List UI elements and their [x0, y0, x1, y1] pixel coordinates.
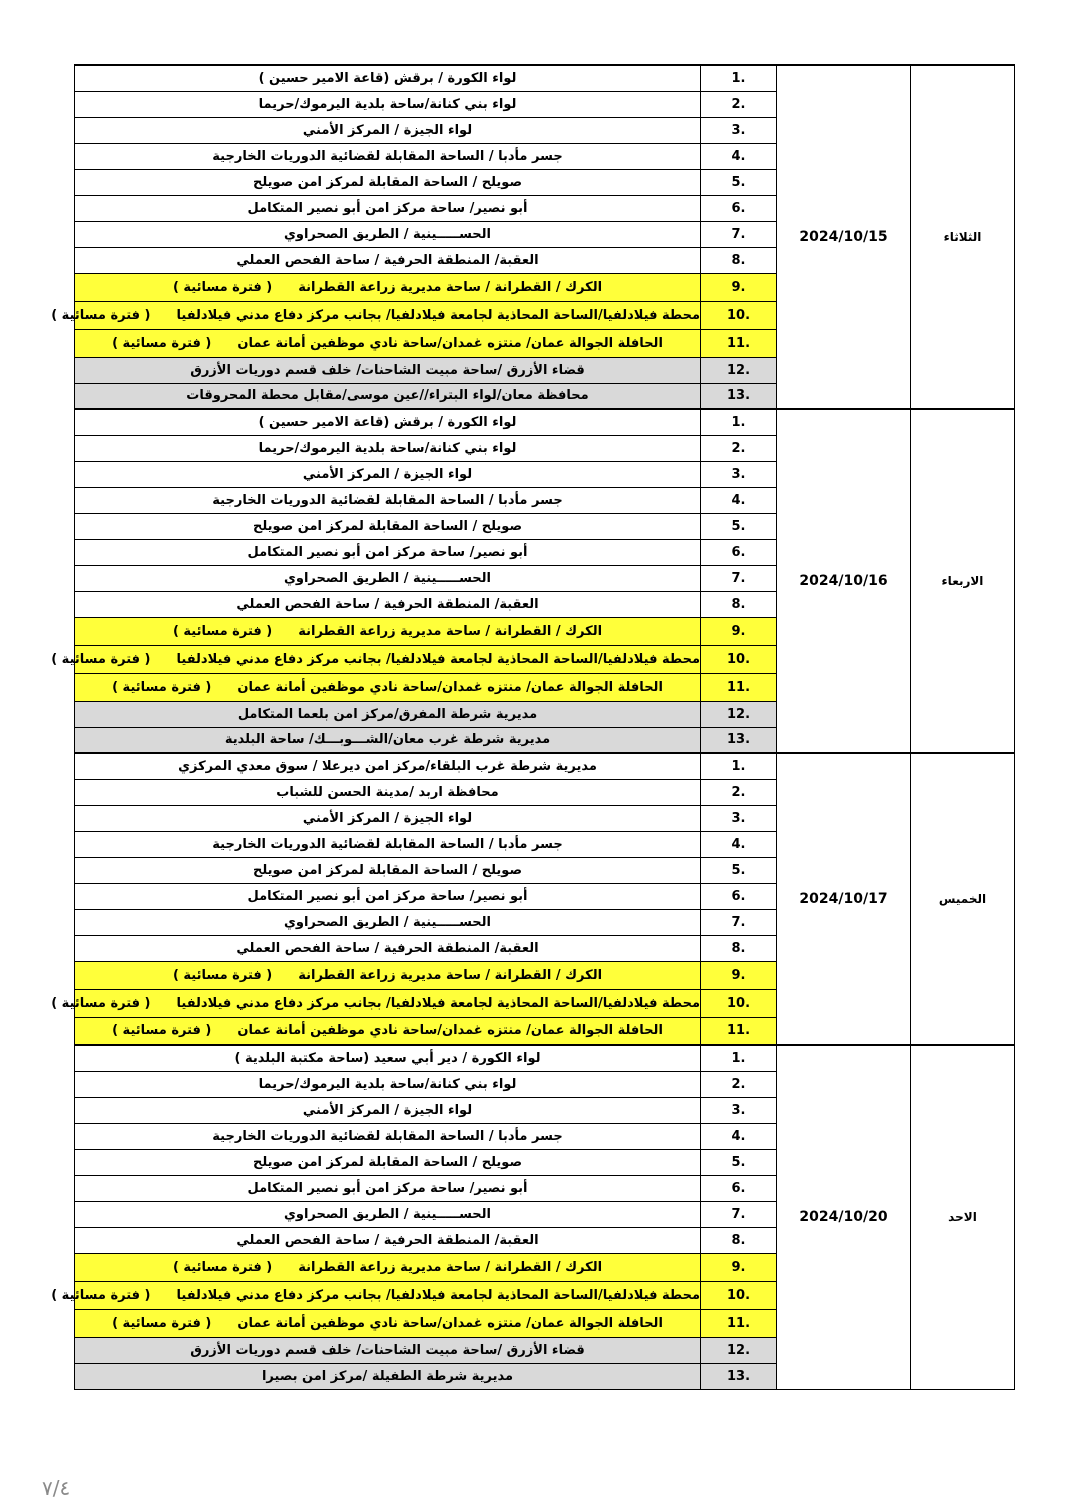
row-number: 10. [701, 989, 777, 1017]
location-text: العقبة/ المنطقة الحرفية / ساحة الفحص العملي [236, 596, 539, 612]
day-cell: الاربعاء [911, 409, 1015, 753]
location-text: العقبة/ المنطقة الحرفية / ساحة الفحص العملي [236, 1232, 539, 1248]
schedule-row [75, 65, 1015, 91]
evening-shift-label: ( فترة مسائية ) [51, 995, 151, 1011]
location-text: الحافلة الجوالة عمان/ منتزه غمدان/ساحة نادي موظفين أمانة عمان [237, 1023, 663, 1039]
row-number: 12. [701, 1337, 777, 1363]
location-text: أبو نصير/ ساحة مركز امن أبو نصير المتكامل [247, 200, 528, 216]
row-number: 10. [701, 301, 777, 329]
location-cell [75, 329, 701, 357]
location-cell [75, 435, 701, 461]
location-text: أبو نصير/ ساحة مركز امن أبو نصير المتكامل [247, 1180, 528, 1196]
location-text: الحافلة الجوالة عمان/ منتزه غمدان/ساحة نادي موظفين أمانة عمان [237, 335, 663, 351]
location-cell [75, 513, 701, 539]
location-text: الحســـــينية / الطريق الصحراوي [283, 1206, 492, 1222]
row-number: 11. [701, 1017, 777, 1045]
location-text: العقبة/ المنطقة الحرفية / ساحة الفحص العملي [236, 252, 539, 268]
location-text: الكرك / القطرانة / ساحة مديرية زراعة القطرانة [298, 967, 603, 983]
location-text: محافظة اربد /مدينة الحسن للشباب [276, 784, 499, 800]
location-text: الحســـــينية / الطريق الصحراوي [283, 570, 492, 586]
row-number: 9. [701, 617, 777, 645]
date-cell: 2024/10/17 [777, 753, 911, 1045]
location-cell [75, 831, 701, 857]
row-number: 8. [701, 1227, 777, 1253]
location-cell [75, 487, 701, 513]
location-cell [75, 1253, 701, 1281]
location-cell [51, 301, 701, 329]
row-number: 5. [701, 857, 777, 883]
row-number: 12. [701, 357, 777, 383]
location-cell [75, 1309, 701, 1337]
location-text: أبو نصير/ ساحة مركز امن أبو نصير المتكامل [247, 888, 528, 904]
location-text: جسر مأدبا / الساحة المقابلة لقضائية الدوريات الخارجية [212, 836, 563, 852]
location-text: جسر مأدبا / الساحة المقابلة لقضائية الدوريات الخارجية [212, 492, 563, 508]
row-number: 1. [701, 753, 777, 779]
location-cell [75, 169, 701, 195]
location-cell [75, 143, 701, 169]
evening-shift-label: ( فترة مسائية ) [51, 307, 151, 323]
location-cell [75, 753, 701, 779]
row-number: 5. [701, 1149, 777, 1175]
location-cell [75, 357, 701, 383]
row-number: 8. [701, 935, 777, 961]
location-text: لواء الكورة / برقش (قاعة الامير حسين ) [258, 414, 517, 430]
row-number: 8. [701, 247, 777, 273]
location-text: مديرية شرطة الطفيلة /مركز امن بصيرا [261, 1368, 514, 1384]
location-text: الحســـــينية / الطريق الصحراوي [283, 914, 492, 930]
location-cell [75, 909, 701, 935]
evening-shift-label: ( فترة مسائية ) [51, 651, 151, 667]
schedule-body [51, 65, 1015, 1389]
location-cell [75, 1071, 701, 1097]
page-number: ٧/٤ [42, 1476, 71, 1500]
row-number: 11. [701, 329, 777, 357]
location-text: صويلح / الساحة المقابلة لمركز امن صويلح [252, 1154, 523, 1170]
location-cell [75, 1017, 701, 1045]
row-number: 11. [701, 1309, 777, 1337]
location-cell [75, 65, 701, 91]
location-text: قضاء الأزرق /ساحة مبيت الشاحنات/ خلف قسم دوريات الأزرق [190, 362, 585, 378]
location-text: قضاء الأزرق /ساحة مبيت الشاحنات/ خلف قسم دوريات الأزرق [190, 1342, 585, 1358]
day-cell: الاحد [911, 1045, 1015, 1389]
location-text: جسر مأدبا / الساحة المقابلة لقضائية الدوريات الخارجية [212, 148, 563, 164]
row-number: 8. [701, 591, 777, 617]
date-cell: 2024/10/20 [777, 1045, 911, 1389]
location-text: صويلح / الساحة المقابلة لمركز امن صويلح [252, 862, 523, 878]
location-text: لواء الجيزة / المركز الأمني [302, 122, 473, 138]
row-number: 3. [701, 1097, 777, 1123]
location-cell [75, 273, 701, 301]
location-cell [51, 645, 701, 673]
row-number: 7. [701, 1201, 777, 1227]
location-cell [75, 935, 701, 961]
location-cell [75, 383, 701, 409]
location-text: صويلح / الساحة المقابلة لمركز امن صويلح [252, 518, 523, 534]
evening-shift-label: ( فترة مسائية ) [112, 679, 212, 695]
evening-shift-label: ( فترة مسائية ) [112, 335, 212, 351]
row-number: 3. [701, 805, 777, 831]
schedule-table [51, 64, 1015, 1390]
row-number: 12. [701, 701, 777, 727]
day-cell: الخميس [911, 753, 1015, 1045]
location-cell [75, 961, 701, 989]
location-text: الحافلة الجوالة عمان/ منتزه غمدان/ساحة نادي موظفين أمانة عمان [237, 679, 663, 695]
location-text: لواء بني كنانة/ساحة بلدية اليرموك/حريما [258, 1076, 517, 1092]
location-cell [75, 1201, 701, 1227]
location-cell [75, 1227, 701, 1253]
location-cell [75, 409, 701, 435]
row-number: 2. [701, 91, 777, 117]
location-cell [75, 1363, 701, 1389]
location-cell [75, 805, 701, 831]
location-text: الحســـــينية / الطريق الصحراوي [283, 226, 492, 242]
row-number: 6. [701, 1175, 777, 1201]
row-number: 9. [701, 1253, 777, 1281]
row-number: 7. [701, 565, 777, 591]
location-text: لواء بني كنانة/ساحة بلدية اليرموك/حريما [258, 96, 517, 112]
location-cell [51, 1281, 701, 1309]
location-cell [75, 617, 701, 645]
location-cell [75, 565, 701, 591]
location-text: لواء بني كنانة/ساحة بلدية اليرموك/حريما [258, 440, 517, 456]
evening-shift-label: ( فترة مسائية ) [172, 623, 273, 639]
row-number: 9. [701, 961, 777, 989]
location-text: الكرك / القطرانة / ساحة مديرية زراعة القطرانة [298, 1259, 603, 1275]
row-number: 13. [701, 727, 777, 753]
location-text: الكرك / القطرانة / ساحة مديرية زراعة القطرانة [298, 623, 603, 639]
location-text: لواء الجيزة / المركز الأمني [302, 466, 473, 482]
location-cell [51, 989, 701, 1017]
day-cell: الثلاثاء [911, 65, 1015, 409]
row-number: 6. [701, 195, 777, 221]
location-cell [75, 117, 701, 143]
evening-shift-label: ( فترة مسائية ) [112, 1315, 212, 1331]
schedule-row [75, 1045, 1015, 1071]
location-cell [75, 461, 701, 487]
location-text: محطة فيلادلفيا/الساحة المحاذية لجامعة فيلادلفيا/ بجانب مركز دفاع مدني فيلادلفيا [176, 651, 700, 667]
row-number: 1. [701, 409, 777, 435]
location-cell [75, 1123, 701, 1149]
location-cell [75, 857, 701, 883]
location-cell [75, 1097, 701, 1123]
evening-shift-label: ( فترة مسائية ) [51, 1287, 151, 1303]
row-number: 2. [701, 1071, 777, 1097]
row-number: 4. [701, 831, 777, 857]
location-cell [75, 539, 701, 565]
location-text: العقبة/ المنطقة الحرفية / ساحة الفحص العملي [236, 940, 539, 956]
row-number: 1. [701, 65, 777, 91]
location-cell [75, 221, 701, 247]
row-number: 5. [701, 513, 777, 539]
evening-shift-label: ( فترة مسائية ) [172, 967, 273, 983]
row-number: 2. [701, 435, 777, 461]
location-cell [75, 727, 701, 753]
location-text: الكرك / القطرانة / ساحة مديرية زراعة القطرانة [298, 279, 603, 295]
location-text: الحافلة الجوالة عمان/ منتزه غمدان/ساحة نادي موظفين أمانة عمان [237, 1315, 663, 1331]
row-number: 10. [701, 645, 777, 673]
schedule-row [75, 753, 1015, 779]
row-number: 9. [701, 273, 777, 301]
row-number: 5. [701, 169, 777, 195]
location-cell [75, 91, 701, 117]
location-cell [75, 1175, 701, 1201]
location-cell [75, 779, 701, 805]
location-text: محطة فيلادلفيا/الساحة المحاذية لجامعة فيلادلفيا/ بجانب مركز دفاع مدني فيلادلفيا [176, 995, 700, 1011]
row-number: 4. [701, 143, 777, 169]
row-number: 10. [701, 1281, 777, 1309]
location-text: لواء الجيزة / المركز الأمني [302, 1102, 473, 1118]
location-cell [75, 673, 701, 701]
date-cell: 2024/10/16 [777, 409, 911, 753]
evening-shift-label: ( فترة مسائية ) [172, 1259, 273, 1275]
row-number: 3. [701, 117, 777, 143]
date-cell: 2024/10/15 [777, 65, 911, 409]
row-number: 7. [701, 909, 777, 935]
row-number: 4. [701, 487, 777, 513]
row-number: 6. [701, 539, 777, 565]
row-number: 13. [701, 1363, 777, 1389]
location-text: جسر مأدبا / الساحة المقابلة لقضائية الدوريات الخارجية [212, 1128, 563, 1144]
location-text: أبو نصير/ ساحة مركز امن أبو نصير المتكامل [247, 544, 528, 560]
location-text: لواء الجيزة / المركز الأمني [302, 810, 473, 826]
location-text: لواء الكورة / دير أبي سعيد (ساحة مكتبة البلدية ) [234, 1050, 541, 1066]
location-cell [75, 247, 701, 273]
row-number: 4. [701, 1123, 777, 1149]
evening-shift-label: ( فترة مسائية ) [172, 279, 273, 295]
row-number: 6. [701, 883, 777, 909]
location-text: محافظة معان/لواء البتراء//عين موسى/مقابل محطة المحروقات [186, 388, 589, 404]
location-text: محطة فيلادلفيا/الساحة المحاذية لجامعة فيلادلفيا/ بجانب مركز دفاع مدني فيلادلفيا [176, 307, 700, 323]
row-number: 2. [701, 779, 777, 805]
location-text: مديرية شرطة غرب البلقاء/مركز امن ديرعلا / سوق معدي المركزي [178, 758, 597, 774]
location-text: صويلح / الساحة المقابلة لمركز امن صويلح [252, 174, 523, 190]
location-text: لواء الكورة / برقش (قاعة الامير حسين ) [258, 70, 517, 86]
location-cell [75, 591, 701, 617]
evening-shift-label: ( فترة مسائية ) [112, 1023, 212, 1039]
location-cell [75, 1045, 701, 1071]
location-cell [75, 195, 701, 221]
row-number: 3. [701, 461, 777, 487]
location-cell [75, 883, 701, 909]
location-text: محطة فيلادلفيا/الساحة المحاذية لجامعة فيلادلفيا/ بجانب مركز دفاع مدني فيلادلفيا [176, 1287, 700, 1303]
location-text: مديرية شرطة المفرق/مركز امن بلعما المتكامل [237, 706, 538, 722]
row-number: 1. [701, 1045, 777, 1071]
location-cell [75, 1337, 701, 1363]
location-cell [75, 701, 701, 727]
schedule-row [75, 409, 1015, 435]
row-number: 7. [701, 221, 777, 247]
row-number: 11. [701, 673, 777, 701]
row-number: 13. [701, 383, 777, 409]
location-cell [75, 1149, 701, 1175]
location-text: مديرية شرطة غرب معان/الشـــوبـــك/ ساحة البلدية [224, 732, 551, 748]
